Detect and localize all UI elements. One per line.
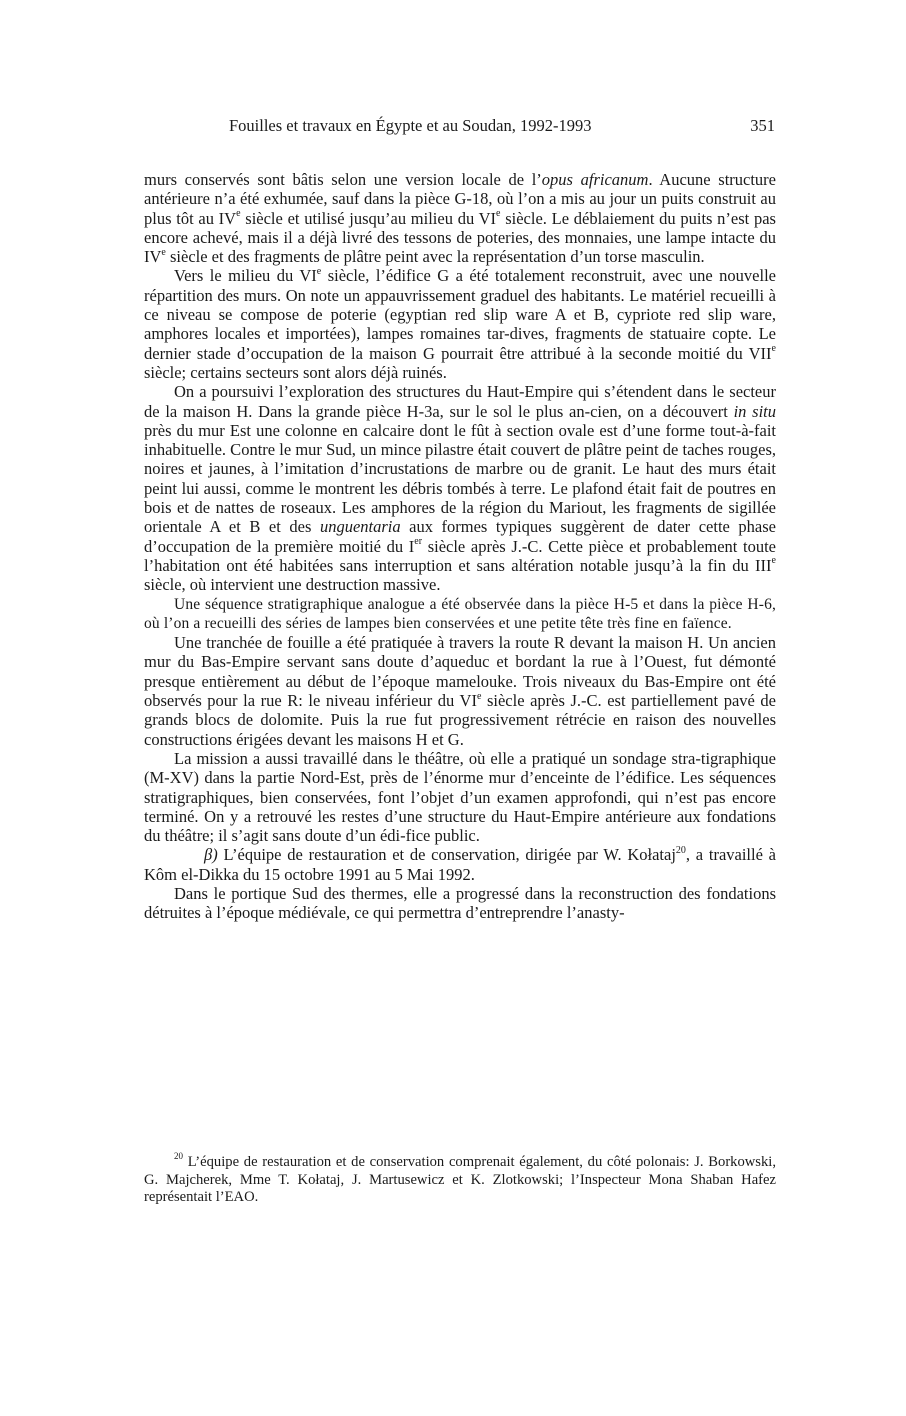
running-title: Fouilles et travaux en Égypte et au Soudan, 1992-1993 <box>229 116 592 135</box>
italic-term: opus africanum <box>541 170 649 189</box>
superscript: e <box>316 265 322 277</box>
superscript: e <box>161 246 166 258</box>
superscript: er <box>414 536 423 548</box>
paragraph-5: Une tranchée de fouille a été pratiquée à travers la route R devant la maison H. Un ancien mur du Bas-Empire servant sans doute d’aqueduc et bordant la rue à l’Ouest, fut démonté presque entièrement au début de l’époque mamelouke. Trois niveaux du Bas-Empire ont été observés pour la rue R: le niveau inférieur du VIe siècle après J.-C. est partiellement pavé de grands blocs de dolomite. Puis la rue fut progressivement rétrécie en raison des nouvelles constructions érigées devant les maisons H et G. <box>144 633 776 749</box>
paragraph-6: La mission a aussi travaillé dans le théâtre, où elle a pratiqué un sondage stra-tigraphique (M-XV) dans la partie Nord-Est, près de l’énorme mur d’enceinte de l’édifice. Les séquences stratigraphiques, bien conservées, font l’objet d’un examen approfondi, qui n’est pas encore terminé. On y a retrouvé les restes d’une structure du Haut-Empire antérieure aux fondations du théâtre; il s’agit sans doute d’un édi-fice public. <box>144 748 776 846</box>
italic-term: in situ <box>733 401 776 421</box>
footnote-reference[interactable]: 20 <box>675 844 686 856</box>
superscript: e <box>496 208 501 220</box>
superscript: e <box>476 690 482 702</box>
superscript: e <box>771 555 776 567</box>
paragraph-2: Vers le milieu du VIe siècle, l’édifice G a été totalement reconstruit, avec une nouvelle répartition des murs. On note un appauvrissement graduel des habitants. Le matériel recueilli à ce niveau se compose de poterie (egyptian red slip ware A et B, cypriote red slip ware, amphores locales et importées), lampes romaines tar-dives, fragments de statuaire copte. Le dernier stade d’occupation de la maison G pourrait être attribué à la seconde moitié du VIIe siècle; certains secteurs sont alors déjà ruinés. <box>144 265 776 382</box>
footnote-20: $^{20}$ L’équipe de restauration et de conservation comprenait également, du côté polonais: J. Borkowski, G. Majcherek, Mme T. Kołataj, J. Martusewicz et K. Zlotkowski; l’Inspecteur Mona Shaban Hafez représentait l’EAO. <box>144 1151 776 1206</box>
page-number: 351 <box>750 116 775 135</box>
running-header <box>229 116 775 142</box>
superscript: e <box>771 343 776 355</box>
paragraph-8: Dans le portique Sud des thermes, elle a progressé dans la reconstruction des fondations détruites à l’époque médiévale, ce qui permettra d’entreprendre l’anasty- <box>144 883 776 923</box>
paragraph-7: β) L’équipe de restauration et de conservation, dirigée par W. Kołataj$^{20}$, a travaillé à Kôm el-Dikka du 15 octobre 1991 au 5 Mai 1992. <box>144 844 776 884</box>
footnote <box>144 1151 776 1207</box>
superscript: e <box>236 208 241 220</box>
paragraph-3: On a poursuivi l’exploration des structures du Haut-Empire qui s’étendent dans le secteur de la maison H. Dans la grande pièce H-3a, sur le sol le plus an-cien, on a découvert in situ près du mur Est une colonne en calcaire dont le fût à section ovale est d’une forme tout-à-fait inhabituelle. Contre le mur Sud, un mince pilastre était couvert de plâtre peint de taches rouges, noires et jaunes, à l’imitation d’incrustations de marbre ou de granit. Le haut des murs était peint lui aussi, comme le montrent les débris tombés à terre. Le plafond était fait de poutres en bois et de nattes de roseaux. Les amphores de la région du Mariout, les fragments de sigillée orientale A et B et des unguentaria aux formes typiques suggèrent de dater cette phase d’occupation de la première moitié du Ier siècle après J.-C. Cette pièce et probablement toute l’habitation ont été habitées sans interruption et sans altération notable jusqu’à la fin du IIIe siècle, où intervient une destruction massive. <box>144 382 776 595</box>
italic-term: unguentaria <box>319 517 401 537</box>
footnote-number: 20 <box>174 1151 183 1162</box>
section-marker: β) <box>204 845 218 865</box>
paragraph-1: murs conservés sont bâtis selon une version locale de l’opus africanum. Aucune structure antérieure n’a été exhumée, sauf dans la pièce G-18, où l’on a mis au jour un puits construit au plus tôt au IVe siècle et utilisé jusqu’au milieu du VIe siècle. Le déblaiement du puits n’est pas encore achevé, mais il a déjà livré des tessons de poteries, des monnaies, une lampe intacte du IVe siècle et des fragments de plâtre peint avec la représentation d’un torse masculin. <box>144 170 776 267</box>
body-text <box>144 170 776 923</box>
paragraph-4: Une séquence stratigraphique analogue a été observée dans la pièce H-5 et dans la pièce H-6, où l’on a recueilli des séries de lampes bien conservées et une petite tête très fine en faïence. <box>144 595 776 632</box>
